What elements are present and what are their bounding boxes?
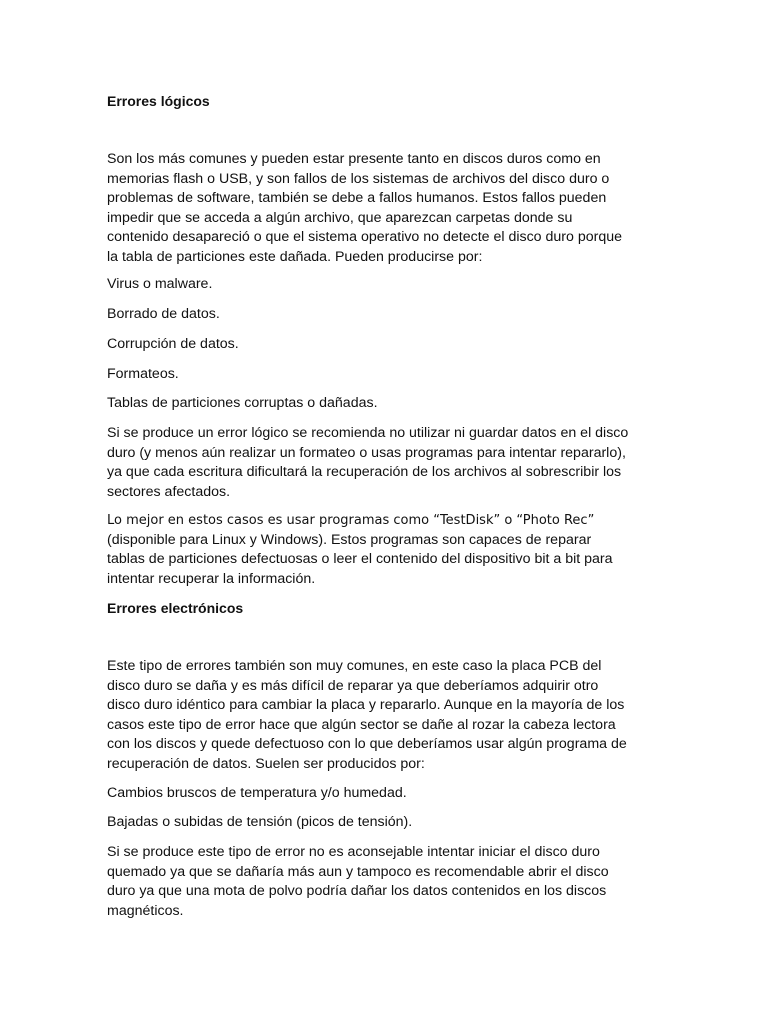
cause-virus: Virus o malware.	[107, 276, 213, 292]
cause-formatting: Formateos.	[107, 366, 179, 382]
paragraph-electronic: Este tipo de errores también son muy comunes, en este caso la placa PCB del disco duro se daña y es más difícil de reparar ya que deberíamos adquirir otro disco duro idéntico para cambiar la placa y repararlo. Aunque en la mayoría de los casos este tipo de error hace que algún sector se dañe al rozar la cabeza lectora con los discos y quede defectuoso con lo que deberíamos usar algún programa de recuperación de datos. Suelen ser producidos por:	[107, 658, 627, 772]
cause-temperature: Cambios bruscos de temperatura y/o humedad.	[107, 785, 407, 801]
paragraph-intro: Son los más comunes y pueden estar presente tanto en discos duros como en memorias flash o USB, y son fallos de los sistemas de archivos del disco duro o problemas de software, también se debe a fallos humanos. Estos fallos pueden impedir que se acceda a algún archivo, que aparezcan carpetas donde su contenido desapareció o que el sistema operativo no detecte el disco duro porque la tabla de particiones este dañada. Pueden producirse por:	[107, 151, 623, 265]
paragraph-final: Si se produce este tipo de error no es aconsejable intentar iniciar el disco duro quemado ya que se dañaría más aun y tampoco es recomendable abrir el disco duro ya que una mota de polvo podría dañar los datos contenidos en los discos magnéticos.	[107, 844, 609, 919]
paragraph-advice: Si se produce un error lógico se recomienda no utilizar ni guardar datos en el disco duro (y menos aún realizar un formateo o usas programas para intentar repararlo), ya que cada escritura dificultará la recuperación de los archivos al sobrescribir los sectores afectados.	[107, 425, 629, 500]
cause-data-deletion: Borrado de datos.	[107, 306, 220, 322]
cause-data-corruption: Corrupción de datos.	[107, 336, 239, 352]
cause-voltage: Bajadas o subidas de tensión (picos de tensión).	[107, 814, 413, 830]
paragraph-tools: Lo mejor en estos casos es usar programas como “TestDisk” o “Photo Rec” (disponible para Linux y Windows). Estos programas son capaces de reparar tablas de particiones defectuosas o leer el contenido del dispositivo bit a bit para intentar recuperar la información.	[107, 513, 613, 587]
heading-electronic-errors: Errores electrónicos	[107, 600, 244, 616]
heading-logical-errors: Errores lógicos	[107, 93, 210, 109]
cause-partition-tables: Tablas de particiones corruptas o dañadas.	[107, 395, 378, 411]
